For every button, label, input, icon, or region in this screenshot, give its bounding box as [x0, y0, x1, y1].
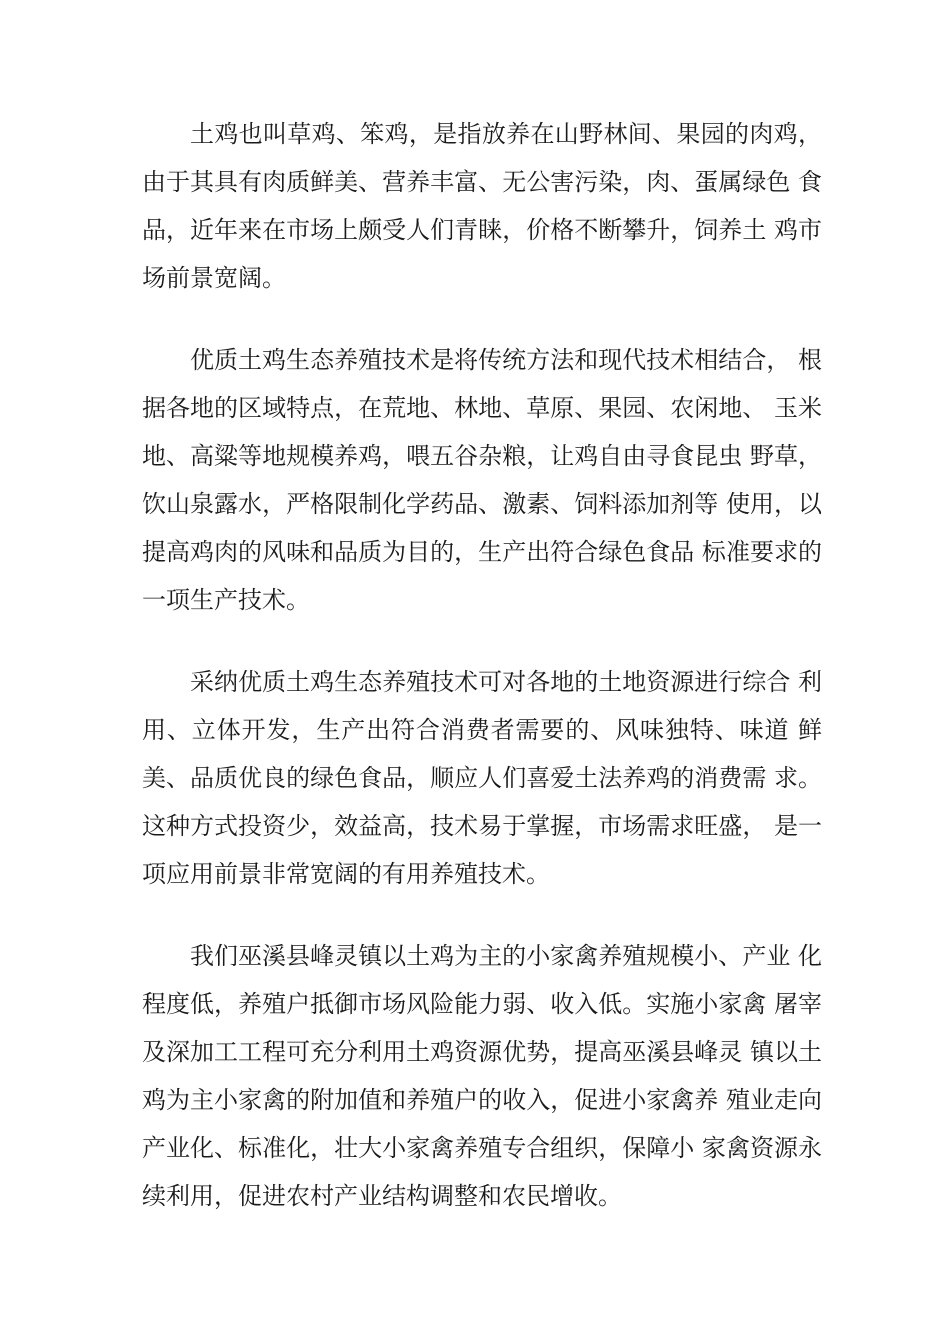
- paragraph-line: 产业化、标准化，壮大小家禽养殖专合组织，保障小 家禽资源永: [142, 1134, 822, 1162]
- paragraph-line: 一项生产技术。: [142, 586, 310, 614]
- paragraph-line: 采纳优质土鸡生态养殖技术可对各地的土地资源进行综合 利: [190, 668, 822, 696]
- paragraph-technique: [142, 336, 822, 624]
- paragraph-line: 续利用，促进农村产业结构调整和农民增收。: [142, 1182, 622, 1210]
- paragraph-line: 品，近年来在市场上颇受人们青睐，价格不断攀升，饲养土 鸡市: [142, 216, 822, 244]
- paragraph-line: 场前景宽阔。: [142, 264, 286, 292]
- paragraph-line: 地、高粱等地规模养鸡，喂五谷杂粮，让鸡自由寻食昆虫 野草，: [142, 442, 822, 470]
- paragraph-line: 据各地的区域特点，在荒地、林地、草原、果园、农闲地、 玉米: [142, 394, 822, 422]
- paragraph-intro: [142, 110, 822, 302]
- paragraph-line: 美、品质优良的绿色食品，顺应人们喜爱土法养鸡的消费需 求。: [142, 764, 822, 792]
- paragraph-line: 饮山泉露水，严格限制化学药品、激素、饲料添加剂等 使用，以: [142, 490, 822, 518]
- paragraph-line: 用、立体开发，生产出符合消费者需要的、风味独特、味道 鲜: [142, 716, 822, 744]
- paragraph-line: 项应用前景非常宽阔的有用养殖技术。: [142, 860, 550, 888]
- paragraph-line: 我们巫溪县峰灵镇以土鸡为主的小家禽养殖规模小、产业 化: [190, 942, 822, 970]
- paragraph-local-situation: [142, 932, 822, 1220]
- paragraph-line: 由于其具有肉质鲜美、营养丰富、无公害污染，肉、蛋属绿色 食: [142, 168, 822, 196]
- paragraph-line: 提高鸡肉的风味和品质为目的，生产出符合绿色食品 标准要求的: [142, 538, 822, 566]
- paragraph-line: 程度低，养殖户抵御市场风险能力弱、收入低。实施小家禽 屠宰: [142, 990, 822, 1018]
- paragraph-line: 这种方式投资少，效益高，技术易于掌握，市场需求旺盛， 是一: [142, 812, 822, 840]
- paragraph-line: 鸡为主小家禽的附加值和养殖户的收入，促进小家禽养 殖业走向: [142, 1086, 822, 1114]
- paragraph-benefits: [142, 658, 822, 898]
- paragraph-line: 优质土鸡生态养殖技术是将传统方法和现代技术相结合， 根: [190, 346, 822, 374]
- paragraph-line: 土鸡也叫草鸡、笨鸡，是指放养在山野林间、果园的肉鸡，: [190, 120, 822, 148]
- paragraph-line: 及深加工工程可充分利用土鸡资源优势，提高巫溪县峰灵 镇以土: [142, 1038, 822, 1066]
